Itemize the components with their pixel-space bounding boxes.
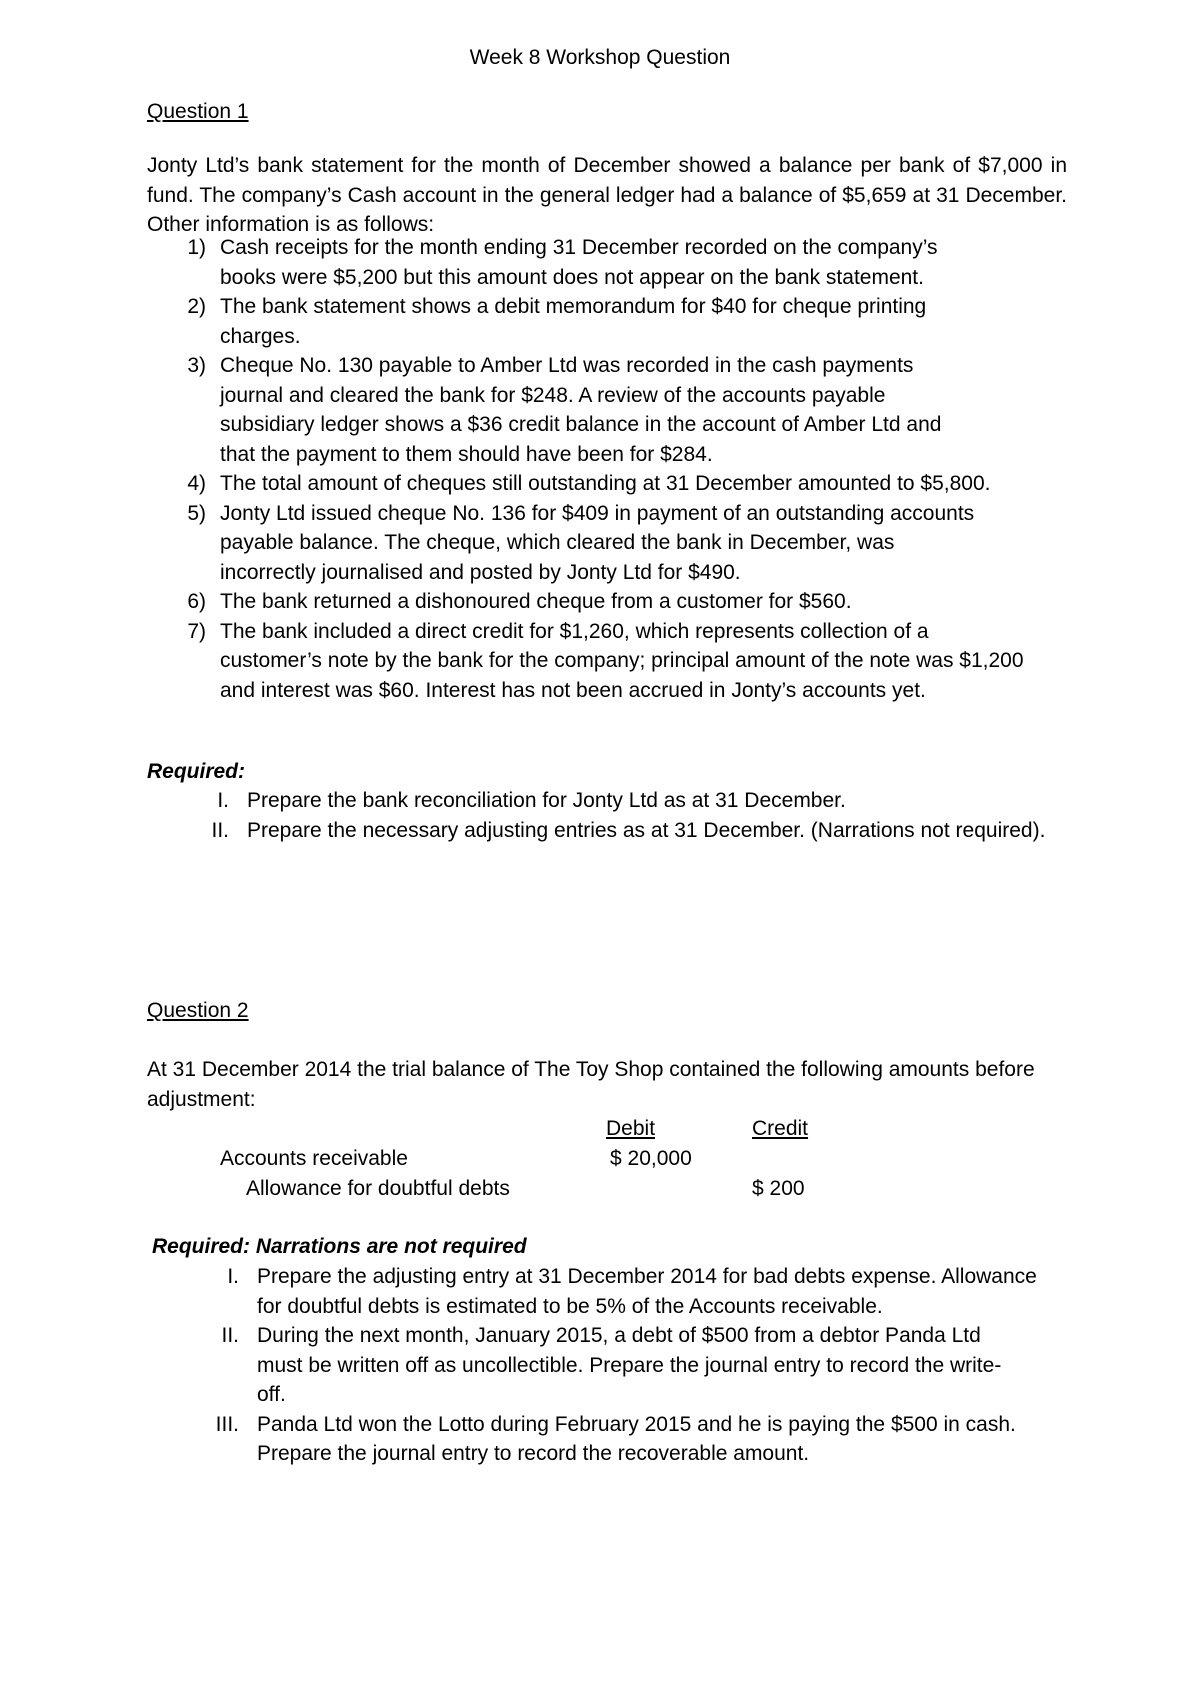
list-item-text: During the next month, January 2015, a debt of $500 from a debtor Panda Ltd must be written off as uncollectible. Prepare the journal entry to record the write-off. (257, 1324, 1002, 1406)
question-1-intro: Jonty Ltd’s bank statement for the month of December showed a balance per bank of $7,000 in fund. The company’s Cash account in the general ledger had a balance of $5,659 at 31 December. Other information is as follows: (147, 154, 1067, 236)
list-item-text: The bank statement shows a debit memorandum for $40 for cheque printing charges. (220, 295, 927, 348)
list-item (147, 1410, 1067, 1469)
question-2-heading: Question 2 (147, 999, 249, 1022)
page-title: Week 8 Workshop Question (469, 46, 731, 69)
list-item (147, 469, 1067, 499)
list-marker: 7) (187, 619, 206, 643)
question-1-heading: Question 1 (147, 100, 249, 123)
list-item (147, 351, 1067, 469)
question-1-required-list (147, 786, 1067, 845)
list-marker: II. (211, 818, 229, 842)
list-marker: 3) (187, 354, 206, 377)
list-item-text: The total amount of cheques still outstanding at 31 December amounted to $5,800. (220, 472, 991, 495)
list-item-text: Prepare the bank reconciliation for Jonty Ltd as at 31 December. (247, 789, 846, 812)
list-item (147, 587, 1067, 617)
list-marker: II. (221, 1324, 239, 1347)
list-item-text: Cheque No. 130 payable to Amber Ltd was recorded in the cash payments journal and cleared the bank for $248. A review of the accounts payable subsidiary ledger shows a $36 credit balance in the account of Amber Ltd and that the payment to them should have been for $284. (220, 354, 942, 466)
list-item (147, 233, 1067, 292)
list-marker: I. (227, 1265, 239, 1288)
credit-column-header: Credit (752, 1117, 809, 1140)
list-item (147, 499, 1067, 588)
list-item-text: Jonty Ltd issued cheque No. 136 for $409 in payment of an outstanding accounts payable balance. The cheque, which cleared the bank in December, was incorrectly journalised and posted by Jonty Ltd for $490. (220, 501, 975, 584)
list-item-text: Cash receipts for the month ending 31 December recorded on the company’s books were $5,200 but this amount does not appear on the bank statement. (220, 236, 938, 289)
allowance-doubtful-debts-label: Allowance for doubtful debts (246, 1177, 510, 1200)
question-1-required-label: Required: (147, 760, 246, 783)
list-marker: I. (217, 789, 229, 812)
list-item (147, 292, 1067, 351)
allowance-doubtful-debts-credit: $ 200 (752, 1177, 805, 1200)
accounts-receivable-debit: $ 20,000 (610, 1147, 692, 1170)
list-item-text: Prepare the adjusting entry at 31 December 2014 for bad debts expense. Allowance for doubtful debts is estimated to be 5% of the Accounts receivable. (257, 1265, 1037, 1318)
list-item (147, 1321, 1067, 1410)
list-marker: 2) (187, 295, 206, 318)
question-2-required-list (147, 1262, 1067, 1469)
list-item (147, 617, 1067, 706)
question-2-required-label: Required: Narrations are not required (152, 1235, 527, 1258)
list-item-text: Prepare the necessary adjusting entries as at 31 December. (Narrations not required). (247, 818, 1046, 842)
list-item (147, 786, 1067, 816)
debit-column-header: Debit (606, 1117, 656, 1140)
list-marker: 1) (187, 236, 206, 259)
list-item-text: Panda Ltd won the Lotto during February 2015 and he is paying the $500 in cash. Prepare the journal entry to record the recoverable amount. (257, 1412, 1016, 1465)
list-marker: 4) (187, 472, 206, 495)
list-item (147, 1262, 1067, 1321)
list-item (147, 816, 1067, 846)
list-marker: III. (215, 1412, 239, 1436)
list-marker: 5) (187, 501, 206, 525)
list-item-text: The bank returned a dishonoured cheque from a customer for $560. (220, 590, 852, 613)
question-2-intro: At 31 December 2014 the trial balance of The Toy Shop contained the following amounts before adjustment: (147, 1058, 1035, 1111)
list-item-text: The bank included a direct credit for $1,260, which represents collection of a customer’s note by the bank for the company; principal amount of the note was $1,200 and interest was $60. Interest has not been accrued in Jonty’s accounts yet. (220, 619, 1024, 702)
question-1-information-list (147, 233, 1067, 705)
list-marker: 6) (187, 590, 206, 613)
accounts-receivable-label: Accounts receivable (220, 1147, 408, 1170)
